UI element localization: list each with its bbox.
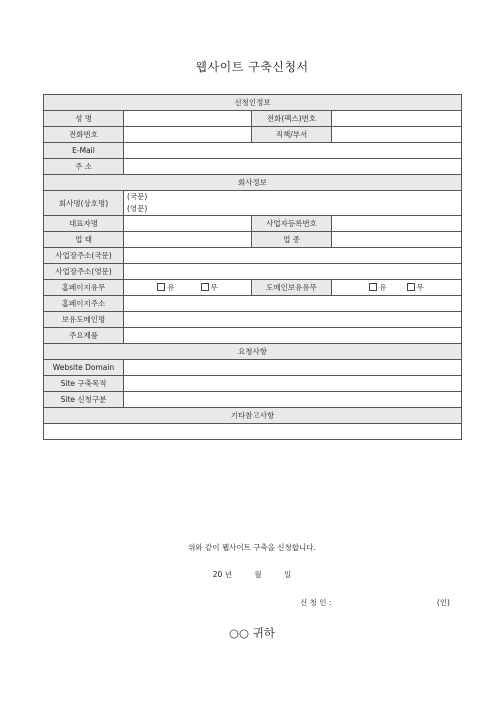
seal-mark: (인): [436, 598, 450, 607]
application-form-table: [43, 94, 462, 440]
field-address[interactable]: [124, 159, 462, 175]
label-position: 직책/부서: [252, 127, 332, 143]
checkbox-homepage-no[interactable]: [201, 283, 209, 291]
label-has-homepage: 홈페이지유무: [44, 280, 124, 296]
section-applicant-info: 신청인정보: [44, 95, 462, 111]
applicant-label: 신 청 인 :: [300, 598, 332, 607]
field-address-kr[interactable]: [124, 248, 462, 264]
date-year: 20 년: [212, 570, 232, 579]
label-website-domain: Website Domain: [44, 360, 124, 376]
field-site-category[interactable]: [124, 392, 462, 408]
label-ceo: 대표자명: [44, 216, 124, 232]
field-name[interactable]: [124, 111, 252, 127]
checkbox-domain-no[interactable]: [407, 283, 415, 291]
closing-statement: 위와 같이 웹사이트 구축을 신청합니다.: [188, 543, 316, 552]
label-has-domain: 도메인보유유무: [252, 280, 332, 296]
option-no-label: 무: [210, 283, 218, 292]
form-title: 웹사이트 구축신청서: [195, 60, 309, 74]
label-owned-domain: 보유도메인명: [44, 312, 124, 328]
option-yes-label: 유: [167, 283, 175, 292]
section-remarks: 기타참고사항: [44, 408, 462, 424]
field-business-item[interactable]: [332, 232, 462, 248]
section-request: 요청사항: [44, 344, 462, 360]
homepage-options: [124, 280, 252, 296]
company-name-korean-label: (국문): [127, 192, 148, 201]
date-line: [0, 569, 504, 580]
field-site-purpose[interactable]: [124, 376, 462, 392]
field-website-domain[interactable]: [124, 360, 462, 376]
label-homepage-address: 홈페이지주소: [44, 296, 124, 312]
field-ceo[interactable]: [124, 216, 252, 232]
field-remarks[interactable]: [44, 424, 462, 440]
date-month: 월: [254, 570, 262, 579]
label-address-en: 사업장주소(영문): [44, 264, 124, 280]
label-site-category: Site 신청구분: [44, 392, 124, 408]
label-phone: 전화번호: [44, 127, 124, 143]
company-name-english-label: (영문): [127, 204, 148, 213]
field-phone-fax[interactable]: [332, 111, 462, 127]
addressee: ○○ 귀하: [229, 626, 275, 640]
field-company-name[interactable]: [124, 191, 462, 216]
label-biz-reg-no: 사업자등록번호: [252, 216, 332, 232]
label-name: 성 명: [44, 111, 124, 127]
label-address-kr: 사업장주소(국문): [44, 248, 124, 264]
field-email[interactable]: [124, 143, 462, 159]
label-phone-fax: 전화(팩스)번호: [252, 111, 332, 127]
label-company-name: 회사명(상호명): [44, 191, 124, 216]
label-site-purpose: Site 구축목적: [44, 376, 124, 392]
option-yes-label: 유: [379, 283, 387, 292]
label-address: 주 소: [44, 159, 124, 175]
field-position[interactable]: [332, 127, 462, 143]
label-main-products: 주요제품: [44, 328, 124, 344]
field-owned-domain[interactable]: [124, 312, 462, 328]
label-email: E-Mail: [44, 143, 124, 159]
field-business-type[interactable]: [124, 232, 252, 248]
checkbox-homepage-yes[interactable]: [157, 283, 165, 291]
label-business-type: 업 태: [44, 232, 124, 248]
field-homepage-address[interactable]: [124, 296, 462, 312]
applicant-signature-line: [300, 597, 450, 608]
checkbox-domain-yes[interactable]: [369, 283, 377, 291]
domain-options: [332, 280, 462, 296]
field-address-en[interactable]: [124, 264, 462, 280]
label-business-item: 업 종: [252, 232, 332, 248]
date-day: 일: [283, 570, 292, 579]
section-company-info: 회사정보: [44, 175, 462, 191]
field-phone[interactable]: [124, 127, 252, 143]
field-main-products[interactable]: [124, 328, 462, 344]
option-no-label: 무: [416, 283, 424, 292]
field-biz-reg-no[interactable]: [332, 216, 462, 232]
